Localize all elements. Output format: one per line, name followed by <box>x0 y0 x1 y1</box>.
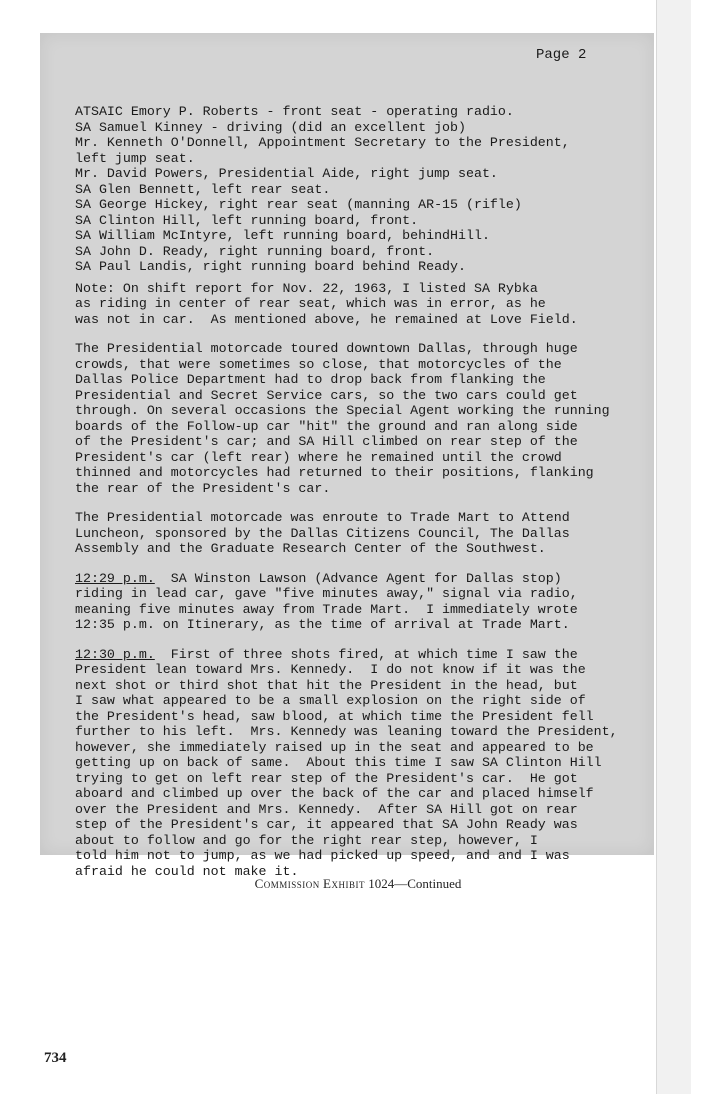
enroute-line: Assembly and the Graduate Research Center of the Southwest. <box>75 541 546 556</box>
note-line: Note: On shift report for Nov. 22, 1963, I listed SA Rybka <box>75 280 538 296</box>
entry-line: getting up on back of same. About this time I saw SA Clinton Hill <box>75 755 602 770</box>
entry-time: 12:29 p.m. <box>75 570 155 586</box>
crew-line: ATSAIC Emory P. Roberts - front seat - operating radio. <box>75 104 514 119</box>
entry-line: I saw what appeared to be a small explosion on the right side of <box>75 693 586 708</box>
enroute-line: The Presidential motorcade was enroute to Trade Mart to Attend <box>75 510 570 525</box>
entry-line: 12:35 p.m. on Itinerary, as the time of arrival at Trade Mart. <box>75 617 570 632</box>
crew-line: SA John D. Ready, right running board, front. <box>75 243 435 259</box>
crew-line: SA George Hickey, right rear seat (manning AR-15 (rifle) <box>75 197 522 212</box>
crew-line: SA Clinton Hill, left running board, front. <box>75 212 419 228</box>
motorcade-paragraph <box>75 341 659 496</box>
enroute-paragraph <box>75 510 659 557</box>
document-body <box>75 104 659 879</box>
entry-time: 12:30 p.m. <box>75 646 155 662</box>
entry-line: about to follow and go for the right rear step, however, I <box>75 832 538 848</box>
entry-1229 <box>75 571 659 633</box>
entry-line: further to his left. Mrs. Kennedy was leaning toward the President, <box>75 724 618 739</box>
caption-word: Commission <box>254 876 320 891</box>
crew-line: SA Samuel Kinney - driving (did an excellent job) <box>75 119 466 135</box>
caption-word: Exhibit <box>323 876 365 891</box>
note-line: as riding in center of rear seat, which was in error, as he <box>75 296 546 311</box>
crew-line: Mr. Kenneth O'Donnell, Appointment Secretary to the President, <box>75 135 570 150</box>
motorcade-line: thinned and motorcycles had returned to their positions, flanking <box>75 465 594 480</box>
motorcade-line: boards of the Follow-up car "hit" the ground and ran along side <box>75 418 578 434</box>
entry-line: over the President and Mrs. Kennedy. After SA Hill got on rear <box>75 801 578 817</box>
entry-line: President lean toward Mrs. Kennedy. I do not know if it was the <box>75 662 586 677</box>
entry-first-line <box>75 571 659 587</box>
crew-line: SA Glen Bennett, left rear seat. <box>75 181 331 197</box>
motorcade-line: of the President's car; and SA Hill climbed on rear step of the <box>75 434 578 449</box>
entry-line: meaning five minutes away from Trade Mart. I immediately wrote <box>75 601 578 617</box>
entry-text: First of three shots fired, at which time I saw the <box>154 646 578 662</box>
entry-line: riding in lead car, gave "five minutes away," signal via radio, <box>75 586 578 601</box>
caption-number: 1024—Continued <box>368 876 462 891</box>
motorcade-line: Presidential and Secret Service cars, so the two cars could get <box>75 387 578 403</box>
note-paragraph <box>75 281 659 328</box>
entry-line: the President's head, saw blood, at which time the President fell <box>75 708 594 724</box>
crew-line: Mr. David Powers, Presidential Aide, right jump seat. <box>75 166 498 181</box>
entry-line: step of the President's car, it appeared that SA John Ready was <box>75 817 578 832</box>
motorcade-line: Dallas Police Department had to drop back from flanking the <box>75 372 546 387</box>
motorcade-line: crowds, that were sometimes so close, that motorcycles of the <box>75 356 562 372</box>
entry-line: next shot or third shot that hit the President in the head, but <box>75 677 578 693</box>
enroute-line: Luncheon, sponsored by the Dallas Citizens Council, The Dallas <box>75 525 570 541</box>
page-edge <box>656 0 691 1094</box>
crew-line: SA William McIntyre, left running board, behindHill. <box>75 228 490 243</box>
entry-line: afraid he could not make it. <box>75 863 299 879</box>
entry-1230 <box>75 647 659 880</box>
motorcade-line: The Presidential motorcade toured downtown Dallas, through huge <box>75 341 578 356</box>
entry-first-line <box>75 647 659 663</box>
entry-line: however, she immediately raised up in the seat and appeared to be <box>75 739 594 755</box>
entry-line: trying to get on left rear step of the President's car. He got <box>75 770 578 786</box>
scanned-document <box>40 33 654 879</box>
entry-line: told him not to jump, as we had picked up speed, and and I was <box>75 848 570 863</box>
entry-text: SA Winston Lawson (Advance Agent for Dallas stop) <box>154 570 562 586</box>
crew-list <box>75 104 659 275</box>
motorcade-line: President's car (left rear) where he remained until the crowd <box>75 449 562 465</box>
note-line: was not in car. As mentioned above, he remained at Love Field. <box>75 311 578 327</box>
page-label: Page 2 <box>536 47 587 63</box>
crew-line: left jump seat. <box>75 150 195 166</box>
entry-line: aboard and climbed up over the back of the car and placed himself <box>75 786 594 801</box>
motorcade-line: through. On several occasions the Special Agent working the running <box>75 403 610 418</box>
exhibit-caption <box>0 876 716 892</box>
crew-line: SA Paul Landis, right running board behind Ready. <box>75 259 466 274</box>
motorcade-line: the rear of the President's car. <box>75 480 331 496</box>
page-number: 734 <box>44 1050 67 1066</box>
